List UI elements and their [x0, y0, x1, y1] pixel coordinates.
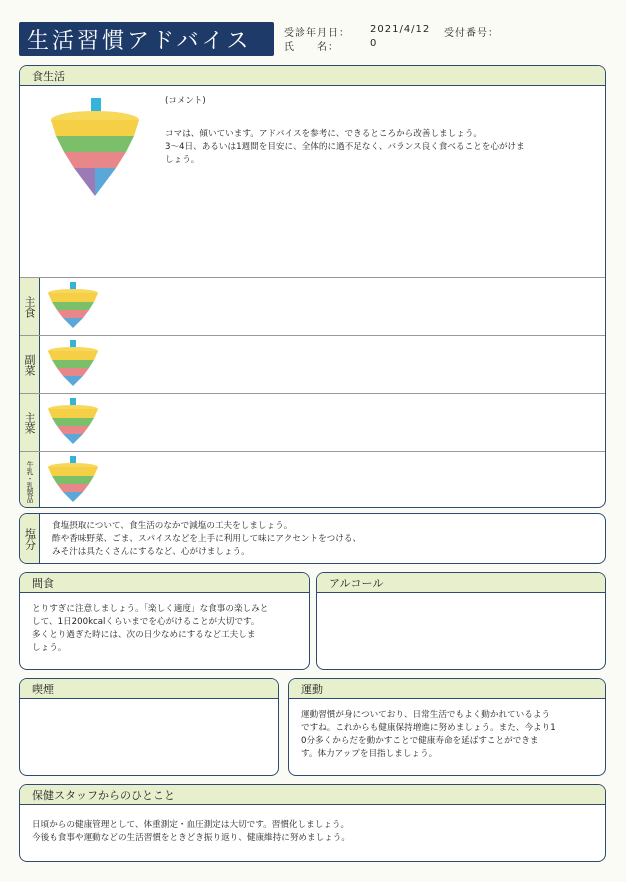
comment-line: しょう。: [165, 155, 200, 165]
staff-comment-text: [20, 805, 605, 851]
snack-line: 多くとり過ぎた時には、次の日少なめにするなど工夫しま: [32, 630, 256, 640]
comment-label: (コメント): [165, 96, 206, 106]
exam-date-value: 2021/4/12: [370, 24, 431, 35]
spinning-top-icon: [46, 282, 102, 330]
food-label-main-dish: 主菜: [20, 394, 40, 451]
diet-summary: [20, 88, 605, 278]
spinning-top-icon: [46, 340, 102, 388]
reception-number-label: 受付番号：: [444, 28, 499, 39]
name-label: 氏 名：: [284, 42, 339, 53]
comment-line: 3～4日、あるいは1週間を目安に、全体的に過不足なく、バランス良く食べることを心がけま: [165, 142, 525, 152]
exercise-title: 運動: [289, 679, 605, 699]
food-row-staple: [20, 278, 605, 336]
exercise-line: 運動習慣が身についており、日常生活でもよく動かれているよう: [301, 710, 551, 720]
alcohol-title: アルコール: [317, 573, 605, 593]
smoking-text: [20, 699, 278, 711]
staff-comment-line: 日頃からの健康管理として、体重測定・血圧測定は大切です。習慣化しましょう。: [32, 820, 350, 830]
food-row-main-dish: [20, 394, 605, 452]
smoking-title: 喫煙: [20, 679, 278, 699]
salt-label: 塩分: [20, 514, 40, 563]
salt-text: [52, 520, 361, 559]
staff-comment-line: 今後も食事や運動などの生活習慣をときどき振り返り、健康維持に努めましょう。: [32, 833, 350, 843]
salt-panel: [19, 513, 606, 564]
exercise-panel: [288, 678, 606, 776]
spinning-top-icon: [46, 456, 102, 504]
exam-date-label: 受診年月日：: [284, 28, 350, 39]
smoking-panel: [19, 678, 279, 776]
exercise-line: 0分多くからだを動かすことで健康寿命を延ばすことができま: [301, 736, 539, 746]
page-title: 生活習慣アドバイス: [19, 22, 274, 56]
snack-text: [20, 593, 309, 661]
food-row-side-dish: [20, 336, 605, 394]
exercise-line: す。体力アップを目指しましょう。: [301, 749, 438, 759]
food-label-dairy: 牛乳・乳製品: [20, 452, 40, 508]
exercise-text: [289, 699, 605, 767]
snack-line: して、1日200kcalくらいまでを心がけることが大切です。: [32, 617, 260, 627]
exercise-line: ですね。これからも健康保持増進に努めましょう。また、今より1: [301, 723, 556, 733]
food-label-side-dish: 副菜: [20, 336, 40, 393]
food-label-staple: 主食: [20, 278, 40, 335]
diet-title: 食生活: [20, 66, 605, 86]
name-value: 0: [370, 38, 378, 49]
food-row-dairy: [20, 452, 605, 508]
snack-line: とりすぎに注意しましょう。「楽しく適度」な食事の楽しみと: [32, 604, 269, 614]
alcohol-text: [317, 593, 605, 605]
snack-title: 間食: [20, 573, 309, 593]
snack-panel: [19, 572, 310, 670]
spinning-top-icon: [46, 398, 102, 446]
alcohol-panel: [316, 572, 606, 670]
snack-line: しょう。: [32, 643, 67, 653]
comment-line: コマは、傾いています。アドバイスを参考に、できるところから改善しましょう。: [165, 129, 483, 139]
staff-comment-panel: [19, 784, 606, 862]
salt-line: 酢や香味野菜、ごま、スパイスなどを上手に利用して味にアクセントをつける、: [52, 534, 362, 544]
staff-comment-title: 保健スタッフからのひとこと: [20, 785, 605, 805]
salt-line: みそ汁は具たくさんにするなど、心がけましょう。: [52, 547, 250, 557]
diet-panel: [19, 65, 606, 508]
spinning-top-balance-icon: [48, 98, 148, 200]
salt-line: 食塩摂取について、食生活のなかで減塩の工夫をしましょう。: [52, 521, 293, 531]
comment-text: [165, 128, 595, 167]
